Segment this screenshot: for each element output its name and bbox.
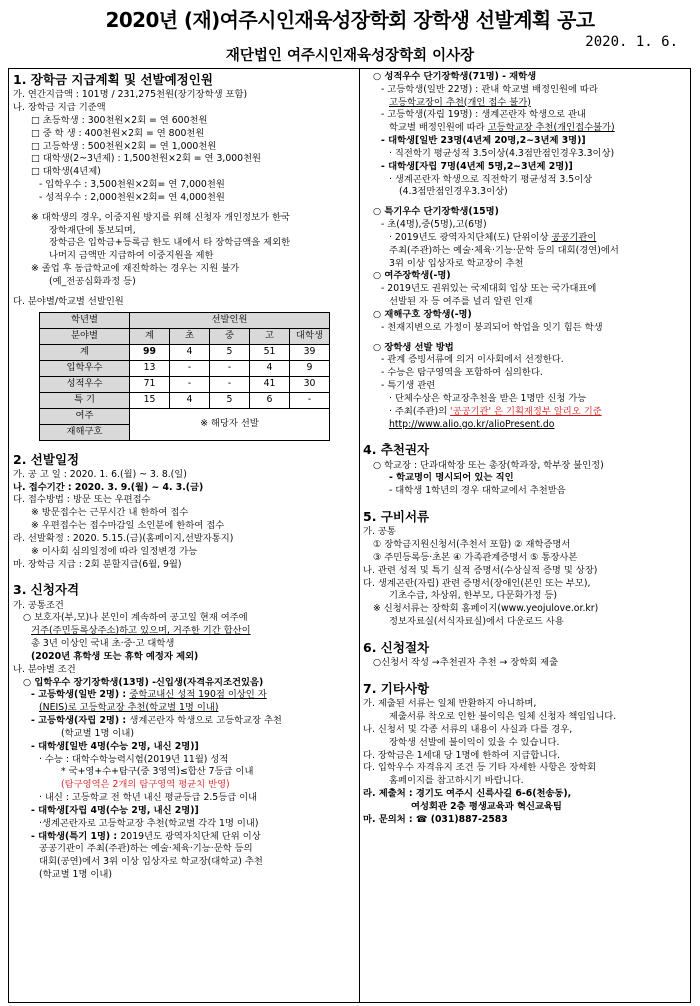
text-line: ○ 입학우수 장기장학생(13명) -신입생(자격유지조건있음): [23, 676, 264, 688]
table-corner: 학년별: [40, 312, 130, 328]
text-line: 라. 선발확정 : 2020. 5.15.(금)(홈페이지,선발자통지): [13, 532, 234, 544]
section-heading: 3. 신청자격: [13, 582, 80, 598]
text-line: 나. 관련 성적 및 특기 실적 증명서(수상실적 증명 및 상장): [363, 564, 598, 576]
text-line: 마. 장학금 지급 : 2회 분할지급(6월, 9월): [13, 558, 182, 570]
text-line: 제출서류 착오로 인한 불이익은 일체 신청자 책임입니다.: [389, 711, 617, 723]
text-line: 나. 분야별 조건: [13, 663, 76, 675]
text-line: 거주(주민등록상주소)하고 있으며, 거주한 기간 합산이: [31, 625, 251, 637]
notice-frame: [8, 68, 691, 1003]
text-line: □ 초등학생 : 300천원×2회 = 연 600천원: [31, 114, 208, 126]
text-span: - 대학생(특기 1명) :: [31, 830, 121, 842]
text-line: ※ 신청서류는 장학회 홈페이지(www.yeojulove.or.kr): [373, 603, 599, 615]
text-line: 나. 장학금 지급 기준액: [13, 102, 106, 114]
text-line: - 고등학생(자립 19명) : 생계곤란자 학생으로 관내: [381, 109, 586, 121]
table-cell: 9: [290, 360, 330, 376]
text-line: (탐구영역은 2개의 탐구영역 평균치 반영): [61, 779, 230, 791]
text-line: 기초수급, 차상위, 한부모, 다문화가정 등): [389, 590, 558, 602]
text-line: 선발된 자 등 여주를 널리 알린 인재: [389, 296, 533, 308]
table-row: [40, 376, 330, 392]
table-cell: 4: [170, 392, 210, 408]
table-col-header: 초: [170, 328, 210, 344]
text-span: 학교별 배정인원에 따라: [389, 122, 488, 134]
text-line: 홈페이지를 참고하시기 바랍니다.: [389, 775, 524, 787]
text-line: ○ 학교장 : 단과대학장 또는 총장(학과장, 학부장 불인정): [373, 459, 604, 471]
text-line: (예_전공심화과정 등): [49, 275, 136, 287]
row-label: 계: [40, 344, 130, 360]
text-line: ○ 보호자(부,모)나 본인이 계속하여 공고일 현재 여주에: [23, 612, 248, 624]
text-line: 마. 문의처 : ☎ (031)887-2583: [363, 813, 508, 825]
text-line: (학교별 1명 이내): [39, 869, 112, 881]
text-line: · 직전학기 평균성적 3.5이상(4.3점만점인경우3.3이상): [389, 147, 615, 159]
table-cell: 30: [290, 376, 330, 392]
notice-date: 2020. 1. 6.: [585, 34, 678, 50]
text-span: · 주최(주관)의: [389, 405, 451, 417]
text-span: 고등학교장 추천(개인접수불가): [487, 122, 615, 134]
text-line: (4.3점만점인경우3.3이상): [399, 186, 508, 198]
text-line: ○신청서 작성 →추천권자 추천 → 장학회 제출: [373, 657, 559, 669]
row-label: 여주: [40, 408, 130, 424]
text-span: · 2019년도 광역자치단체(도) 단위이상: [389, 231, 552, 243]
right-column: [363, 71, 689, 827]
table-cell: 4: [250, 360, 290, 376]
table-cell: -: [210, 376, 250, 392]
text-line: - 대학생[자립 7명(4년제 5명,2~3년제 2명)]: [381, 160, 573, 172]
table-row: [40, 360, 330, 376]
text-line: ① 장학금지원신청서(추천서 포함) ② 재학증명서: [373, 539, 571, 551]
text-line: 나. 접수기간 : 2020. 3. 9.(월) ~ 4. 3.(금): [13, 481, 204, 493]
text-line: - 학교명이 명시되어 있는 직인: [389, 472, 514, 484]
table-corner: 분야별: [40, 328, 130, 344]
text-span: '공공기관' 은 기획재정부 알리오 기준: [450, 405, 602, 417]
text-line: - 수능은 탐구영역을 포함하여 심의한다.: [381, 367, 543, 379]
text-line: - 초(4명),중(5명),고(6명): [381, 219, 487, 231]
text-span: - 고등학생(일반 2명) :: [31, 689, 130, 701]
text-line: 나. 신청서 및 각종 서류의 내용이 사실과 다를 경우,: [363, 723, 573, 735]
section-heading: 5. 구비서류: [363, 509, 430, 525]
text-line: 주최(주관)하는 예술·체육·기능·문학 등의 대회(경연)에서: [389, 244, 619, 256]
text-line: - 대학생[일반 23명(4년제 20명,2~3년제 3명)]: [381, 135, 586, 147]
alio-link[interactable]: http://www.alio.go.kr/alioPresent.do: [389, 418, 555, 430]
table-row: [40, 344, 330, 360]
text-line: * 국+영+수+탐구(중 3영역)≤합산 7등급 이내: [61, 766, 254, 778]
table-group-header: 선발인원: [130, 312, 330, 328]
selection-table: [39, 312, 330, 441]
table-cell: 51: [250, 344, 290, 360]
section-heading: 4. 추천권자: [363, 442, 430, 458]
text-line: (2020년 휴학생 또는 휴학 예정자 제외): [31, 650, 199, 662]
text-line: · 생계곤란자 학생으로 직전학기 평균성적 3.5이상: [389, 173, 593, 185]
text-line: □ 대학생(2~3년제) : 1,500천원×2회 = 연 3,000천원: [31, 153, 262, 165]
text-line: 가. 공 고 일 : 2020. 1. 6.(월) ~ 3. 8.(일): [13, 468, 187, 480]
text-span: 2019년도 광역자치단체 단위 이상: [120, 830, 261, 842]
text-line: - 대학생[일반 4명(수능 2명, 내신 2명)]: [31, 740, 199, 752]
section-heading: 1. 장학금 지급계획 및 선발예정인원: [13, 72, 213, 87]
text-line: - 관계 증빙서류에 의거 이사회에서 선정한다.: [381, 354, 564, 366]
text-line: · 수능 : 대학수학능력시험(2019년 11월) 성적: [39, 753, 229, 765]
text-line: □ 대학생(4년제): [31, 166, 101, 178]
row-label: 입학우수: [40, 360, 130, 376]
text-line: ○ 성적우수 단기장학생(71명) - 재학생: [373, 71, 537, 82]
text-line: 장학생 선발에 불이익이 있을 수 있습니다.: [389, 736, 560, 748]
text-line: 대회(공연)에서 3위 이상 입상자로 학교장(대학교) 추천: [39, 856, 263, 868]
row-label: 성적우수: [40, 376, 130, 392]
text-line: ·생계곤란자로 고등학교장 추천(학교별 각각 1명 이내): [39, 817, 259, 829]
text-line: □ 중 학 생 : 400천원×2회 = 연 800천원: [31, 127, 205, 139]
table-cell: -: [170, 376, 210, 392]
text-line: 다. 생계곤란(자립) 관련 증명서(장애인(본인 또는 부모),: [363, 577, 591, 589]
text-span: - 고등학생(자립 2명) :: [31, 715, 130, 727]
text-line: · 내신 : 고등학교 전 학년 내신 평균등급 2.5등급 이내: [39, 792, 258, 804]
text-span: 공공기관이: [551, 231, 597, 243]
table-cell: 6: [250, 392, 290, 408]
table-row: [40, 392, 330, 408]
text-line: 총 3년 이상인 국내 초·중·고 대학생: [31, 638, 175, 650]
table-cell: -: [170, 360, 210, 376]
text-line: 3위 이상 입상자로 학교장이 추천: [389, 257, 524, 269]
text-line: 고등학교장이 추천(개인 접수 불가): [389, 96, 531, 108]
text-line: 다. 접수방법 : 방문 또는 우편접수: [13, 494, 151, 506]
text-line: 가. 공통조건: [13, 599, 64, 611]
text-line: - 천재지변으로 가정이 붕괴되어 학업을 잇기 힘든 학생: [381, 321, 603, 333]
table-cell: -: [210, 360, 250, 376]
text-line: 장학금은 입학금+등록금 한도 내에서 타 장학금액을 제외한: [49, 237, 291, 249]
text-line: ※ 졸업 후 동급학교에 재진학하는 경우는 지원 불가: [31, 263, 240, 275]
text-line: 다. 입학우수 자격유지 조건 등 기타 자세한 사항은 장학회: [363, 762, 597, 774]
row-label: 재해구호: [40, 424, 130, 440]
text-line: ③ 주민등록등·초본 ④ 가족관계증명서 ⑤ 통장사본: [373, 552, 578, 563]
text-line: - 대학생 1학년의 경우 대학교에서 추천받음: [389, 485, 566, 497]
table-cell: 39: [290, 344, 330, 360]
section-heading: 2. 선발일정: [13, 451, 80, 467]
table-row: [40, 408, 330, 424]
section-heading: 6. 신청절차: [363, 639, 430, 655]
table-cell: 13: [130, 360, 170, 376]
table-col-header: 고: [250, 328, 290, 344]
text-line: (학교별 1명 이내): [61, 727, 134, 739]
text-line: (NEIS)로 고등학교장 추천(학교별 1명 이내): [39, 702, 219, 714]
text-line: - 입학우수 : 3,500천원×2회= 연 7,000천원: [39, 179, 225, 191]
text-line: 다. 장학금은 1세대 당 1명에 한하여 지급합니다.: [363, 749, 561, 761]
text-line: 다. 분야별/학교별 선발인원: [13, 295, 124, 307]
text-line: □ 고등학생 : 500천원×2회 = 연 1,000천원: [31, 140, 217, 152]
text-line: 나머지 금액만 지급하여 이중지원을 제한: [49, 250, 214, 262]
row-label: 특 기: [40, 392, 130, 408]
text-line: 공공기관이 주최(주관)하는 예술·체육·기능·문학 등의: [39, 843, 253, 855]
table-cell: -: [290, 392, 330, 408]
text-line: ○ 여주장학생(-명): [373, 270, 451, 282]
table-cell: 41: [250, 376, 290, 392]
left-column: [13, 71, 355, 882]
text-line: ○ 재해구호 장학생(-명): [373, 308, 472, 320]
text-line: - 대학생[자립 4명(수능 2명, 내신 2명)]: [31, 804, 199, 816]
text-line: 가. 공통: [363, 526, 396, 538]
text-line: ※ 대학생의 경우, 이중지원 방지를 위해 신청자 개인정보가 한국: [31, 211, 290, 223]
text-line: 가. 연간지급액 : 101명 / 231,275천원(장기장학생 포함): [13, 89, 248, 101]
text-line: 라. 제출처 : 경기도 여주시 신륵사길 6-6(천송동),: [363, 788, 572, 800]
section-heading: 7. 기타사항: [363, 681, 430, 697]
table-cell: 5: [210, 344, 250, 360]
table-cell: 15: [130, 392, 170, 408]
issuer: 재단법인 여주시인재육성장학회 이사장: [225, 48, 475, 64]
text-span: 생계곤란자 학생으로 고등학교장 추천: [129, 715, 282, 727]
table-cell: 71: [130, 376, 170, 392]
text-line: ※ 우편접수는 접수마감일 소인분에 한하여 접수: [31, 520, 225, 532]
text-line: - 고등학생(일반 22명) : 관내 학교별 배정인원에 따라: [381, 83, 598, 95]
text-line: - 성적우수 : 2,000천원×2회= 연 4,000천원: [39, 191, 225, 203]
text-line: ○ 특기우수 단기장학생(15명): [373, 206, 499, 218]
text-line: 여성회관 2층 평생교육과 혁신교육팀: [411, 800, 562, 812]
text-line: - 2019년도 권위있는 국제대회 입상 또는 국가대표에: [381, 283, 597, 295]
table-note: ※ 해당자 선발: [130, 408, 330, 440]
table-cell: 4: [170, 344, 210, 360]
text-line: ※ 방문접수는 근무시간 내 한하여 접수: [31, 507, 189, 519]
table-col-header: 대학생: [290, 328, 330, 344]
text-line: ※ 이사회 심의일정에 따라 일정변경 가능: [31, 545, 198, 557]
page-title: 2020년 (재)여주시인재육성장학회 장학생 선발계획 공고: [105, 8, 595, 32]
text-line: 가. 제출된 서류는 일체 반환하지 아니하며,: [363, 698, 537, 710]
text-line: 정보자료실(서식자료실)에서 다운로드 사용: [389, 616, 564, 628]
table-cell: 5: [210, 392, 250, 408]
text-span: 중학교내신 성적 190점 이상인 자: [129, 689, 267, 701]
text-line: 장학재단에 통보되며,: [49, 224, 136, 236]
table-col-header: 계: [130, 328, 170, 344]
table-cell: 99: [130, 344, 170, 360]
text-line: · 단체수상은 학교장추천을 받은 1명만 신청 가능: [389, 392, 587, 404]
text-line: ○ 장학생 선발 방법: [373, 341, 454, 353]
table-col-header: 중: [210, 328, 250, 344]
column-divider: [359, 69, 360, 1002]
text-line: - 특기생 관련: [381, 380, 436, 392]
